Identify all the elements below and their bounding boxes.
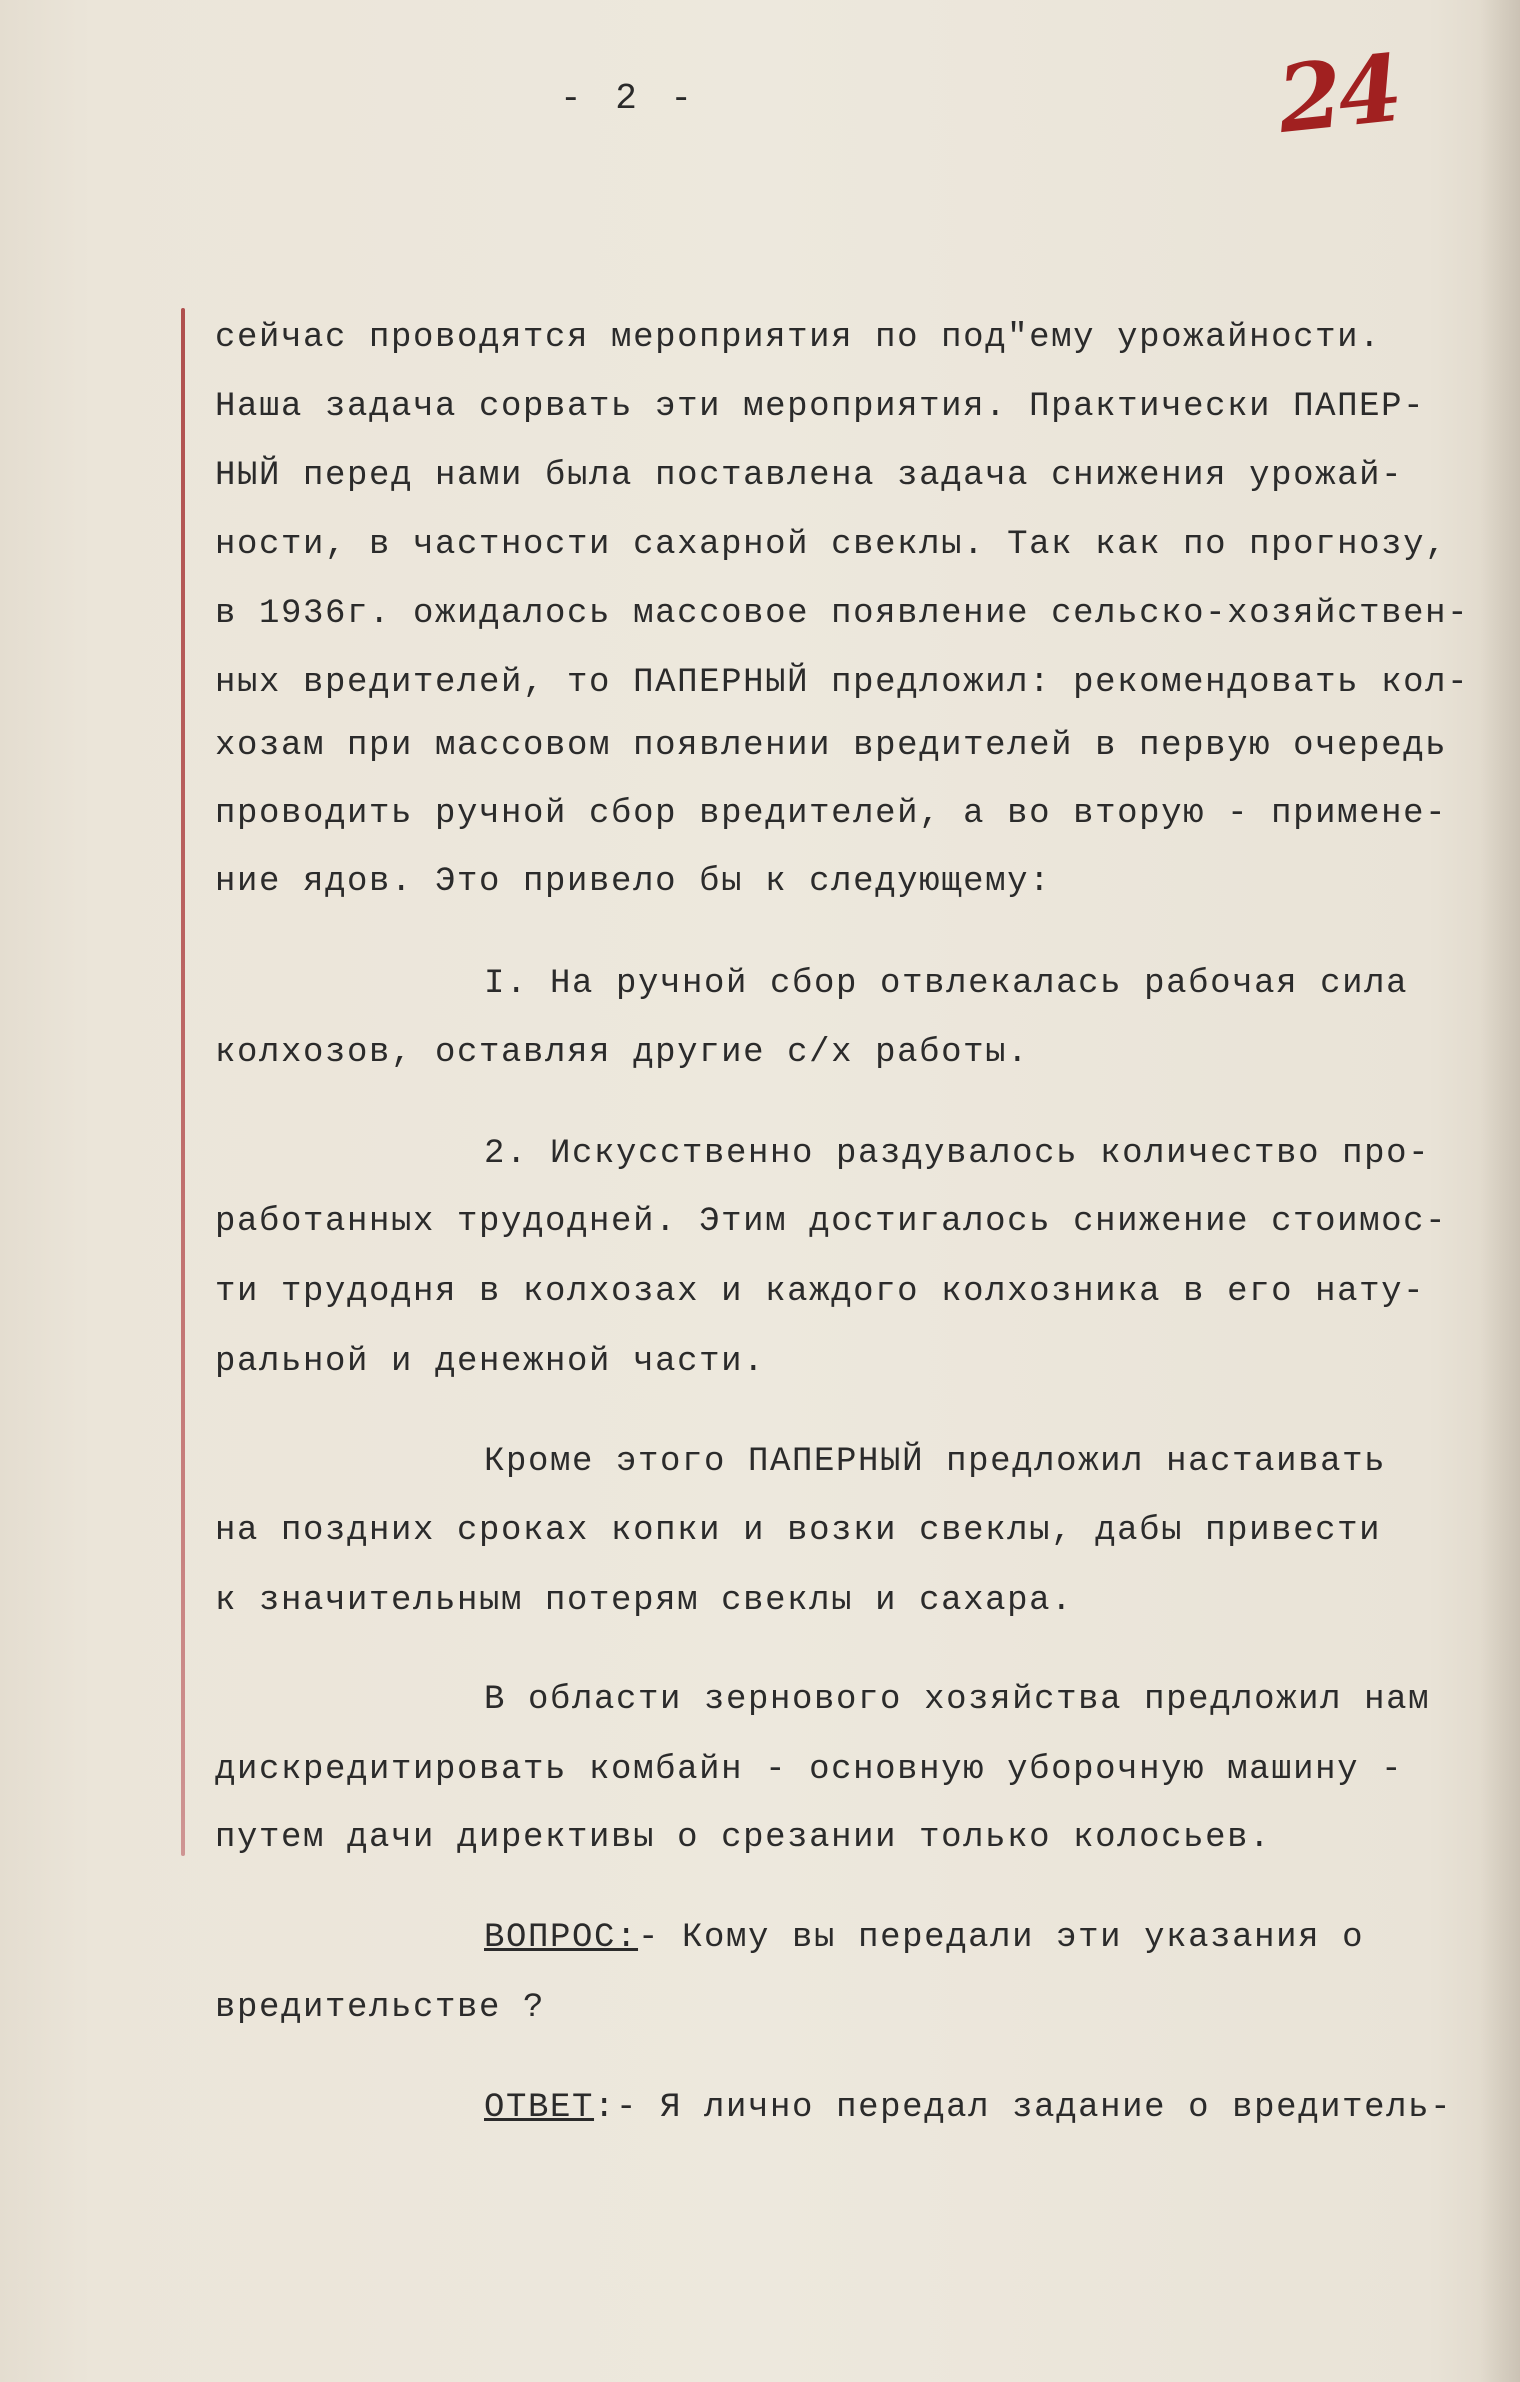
text-line: ти трудодня в колхозах и каждого колхозника в его нату- [215,1273,1426,1311]
question-text: - Кому вы передали эти указания о [638,1919,1365,1957]
text-line: вредительстве ? [215,1989,546,2027]
text-line: ние ядов. Это привело бы к следующему: [215,863,1052,901]
text-line: проводить ручной сбор вредителей, а во вторую - примене- [215,795,1448,833]
answer-text: :- Я лично передал задание о вредитель- [594,2089,1453,2127]
text-line: в 1936г. ожидалось массовое появление сельско-хозяйствен- [215,595,1470,633]
text-line: ральной и денежной части. [215,1343,766,1381]
question-label: ВОПРОС: [484,1919,639,1957]
text-line: Наша задача сорвать эти мероприятия. Практически ПАПЕР- [215,388,1426,426]
text-line: НЫЙ перед нами была поставлена задача снижения урожай- [215,457,1404,495]
text-line: к значительным потерям свеклы и сахара. [215,1582,1074,1620]
text-line: хозам при массовом появлении вредителей в первую очередь [215,727,1448,765]
list-item-1: I. На ручной сбор отвлекалась рабочая сила [484,965,1409,1003]
answer-label: ОТВЕТ [484,2089,595,2127]
text-line: путем дачи директивы о срезании только колосьев. [215,1819,1272,1857]
text-line: дискредитировать комбайн - основную уборочную машину - [215,1751,1404,1789]
list-item-2: 2. Искусственно раздувалось количество про- [484,1135,1431,1173]
text-line: ности, в частности сахарной свеклы. Так как по прогнозу, [215,526,1448,564]
question-line [484,1918,1364,1958]
text-line: работанных трудодней. Этим достигалось снижение стоимос- [215,1203,1448,1241]
answer-line [484,2088,1452,2128]
text-line: колхозов, оставляя другие с/х работы. [215,1034,1030,1072]
text-line: Кроме этого ПАПЕРНЫЙ предложил настаивать [484,1443,1387,1481]
red-margin-line [181,308,185,1856]
text-line: ных вредителей, то ПАПЕРНЫЙ предложил: рекомендовать кол- [215,664,1470,702]
page-number: - 2 - [560,78,699,119]
text-line: на поздних сроках копки и возки свеклы, дабы привести [215,1512,1382,1550]
text-line: сейчас проводятся мероприятия по под"ему урожайности. [215,319,1382,357]
text-line: В области зернового хозяйства предложил нам [484,1681,1431,1719]
handwritten-folio-number: 24 [1272,34,1404,154]
